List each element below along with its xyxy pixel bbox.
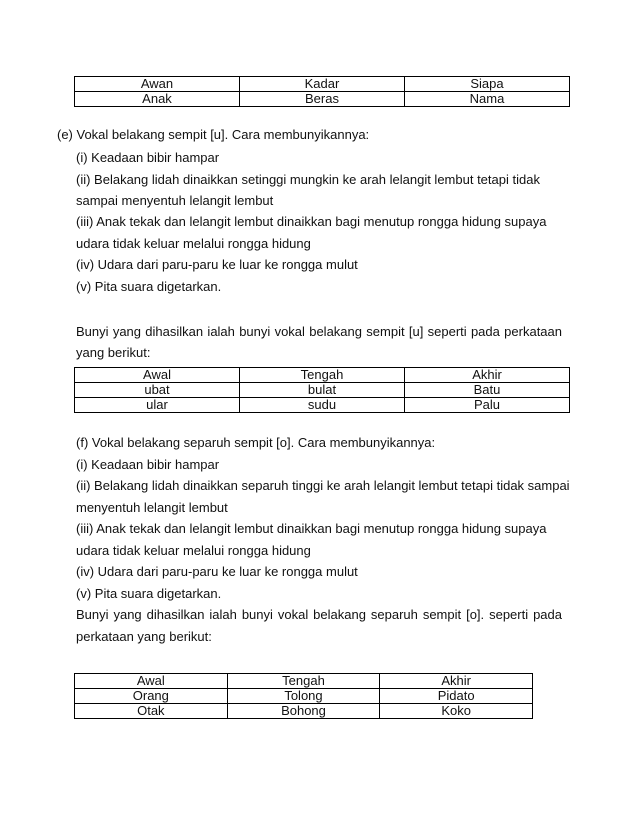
section-f-heading: (f) Vokal belakang separuh sempit [o]. Cara membunyikannya:	[76, 435, 436, 450]
section-f-line: udara tidak keluar melalui rongga hidung	[76, 543, 311, 558]
table-row	[75, 383, 570, 398]
section-e-line: (iii) Anak tekak dan lelangit lembut dinaikkan bagi menutup rongga hidung supaya	[76, 214, 547, 229]
table-cell: Nama	[405, 92, 570, 107]
table-cell: ular	[75, 398, 240, 413]
section-e-summary: yang berikut:	[76, 345, 151, 360]
table-cell: Palu	[405, 398, 570, 413]
table-cell: Bohong	[227, 704, 380, 719]
table-cell: bulat	[240, 383, 405, 398]
table-2	[74, 367, 570, 413]
table-row	[75, 92, 570, 107]
section-f-line: (v) Pita suara digetarkan.	[76, 586, 222, 601]
section-f-line: (iii) Anak tekak dan lelangit lembut dinaikkan bagi menutup rongga hidung supaya	[76, 521, 547, 536]
table-row	[75, 689, 533, 704]
table-cell: Anak	[75, 92, 240, 107]
section-e-heading: (e) Vokal belakang sempit [u]. Cara membunyikannya:	[57, 127, 370, 142]
table-cell: sudu	[240, 398, 405, 413]
table-cell: Awal	[75, 368, 240, 383]
section-f-line: menyentuh lelangit lembut	[76, 500, 228, 515]
table-row	[75, 704, 533, 719]
table-cell: Kadar	[240, 77, 405, 92]
table-row	[75, 398, 570, 413]
section-e-summary: Bunyi yang dihasilkan ialah bunyi vokal belakang sempit [u] seperti pada perkataan	[76, 324, 562, 339]
table-row	[75, 368, 570, 383]
table-cell: Otak	[75, 704, 228, 719]
table-row	[75, 77, 570, 92]
table-3	[74, 673, 533, 719]
table-cell: Pidato	[380, 689, 533, 704]
section-e-line: (ii) Belakang lidah dinaikkan setinggi mungkin ke arah lelangit lembut tetapi tidak	[76, 172, 540, 187]
table-cell: Koko	[380, 704, 533, 719]
section-f-summary: Bunyi yang dihasilkan ialah bunyi vokal belakang separuh sempit [o]. seperti pada	[76, 607, 562, 622]
table-cell: Tengah	[227, 674, 380, 689]
table-cell: Akhir	[405, 368, 570, 383]
table-cell: Batu	[405, 383, 570, 398]
table-cell: Beras	[240, 92, 405, 107]
table-cell: Tengah	[240, 368, 405, 383]
table-row	[75, 674, 533, 689]
table-1	[74, 76, 570, 107]
section-e-line: (v) Pita suara digetarkan.	[76, 279, 222, 294]
section-f-line: (ii) Belakang lidah dinaikkan separuh tinggi ke arah lelangit lembut tetapi tidak sampai	[76, 478, 570, 493]
table-cell: Tolong	[227, 689, 380, 704]
section-e-line: (i) Keadaan bibir hampar	[76, 150, 220, 165]
section-f-summary: perkataan yang berikut:	[76, 629, 212, 644]
table-cell: ubat	[75, 383, 240, 398]
table-cell: Orang	[75, 689, 228, 704]
section-f-line: (i) Keadaan bibir hampar	[76, 457, 220, 472]
section-e-line: (iv) Udara dari paru-paru ke luar ke rongga mulut	[76, 257, 358, 272]
section-e-line: udara tidak keluar melalui rongga hidung	[76, 236, 311, 251]
table-cell: Siapa	[405, 77, 570, 92]
section-f-line: (iv) Udara dari paru-paru ke luar ke rongga mulut	[76, 564, 358, 579]
table-cell: Akhir	[380, 674, 533, 689]
section-e-line: sampai menyentuh lelangit lembut	[76, 193, 274, 208]
table-cell: Awal	[75, 674, 228, 689]
table-cell: Awan	[75, 77, 240, 92]
